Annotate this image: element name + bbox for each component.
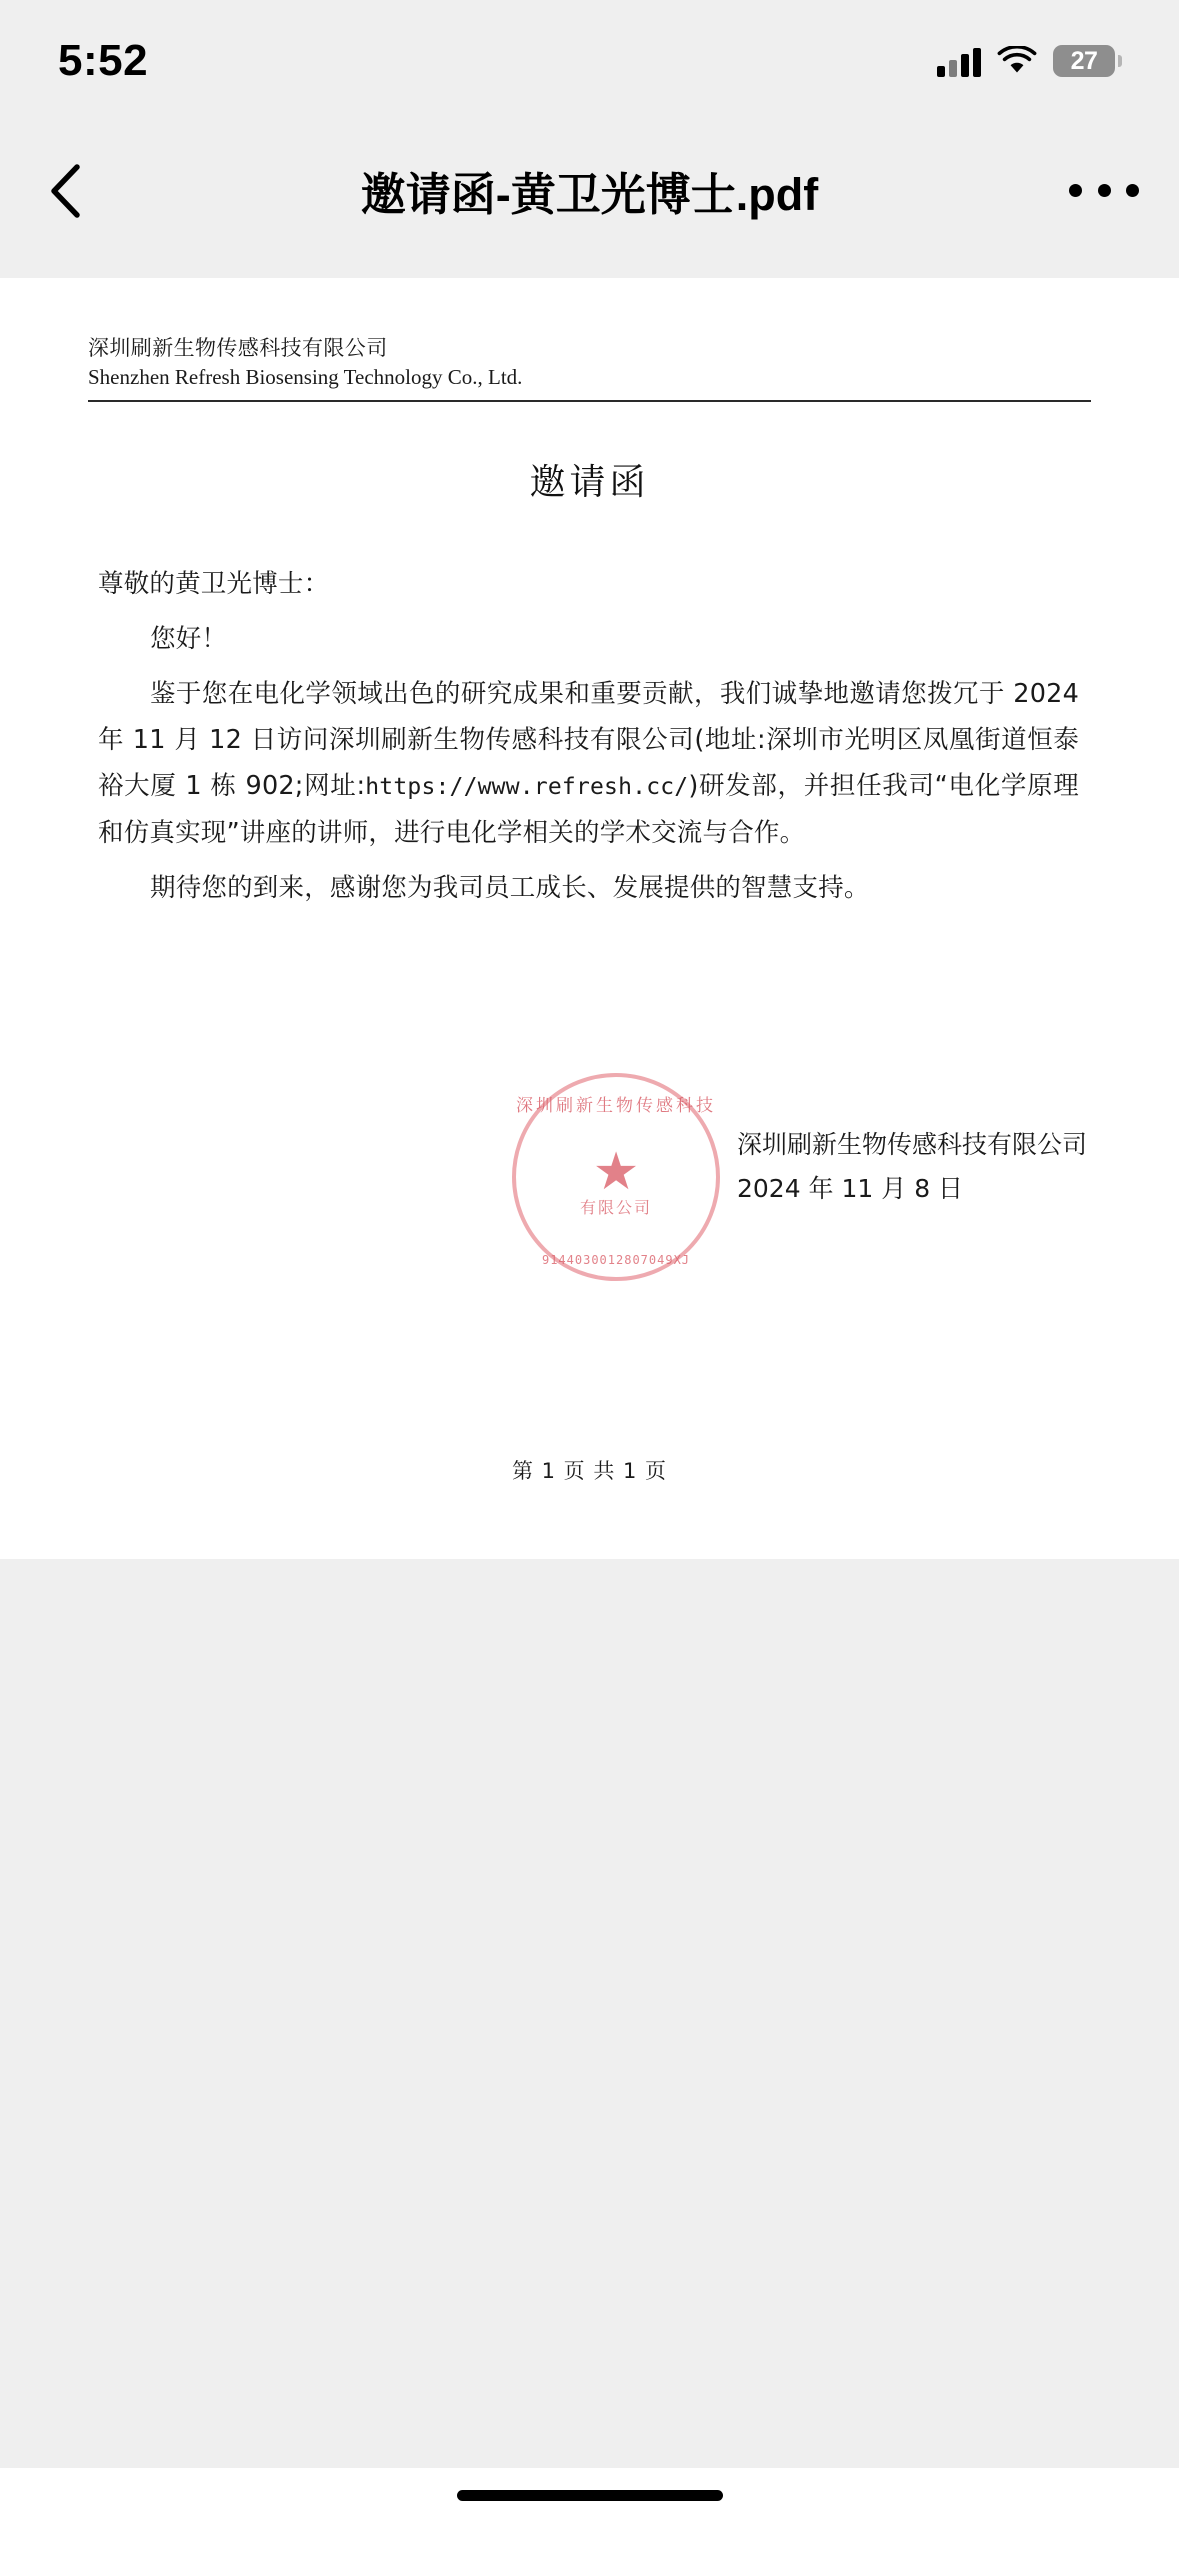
seal-bottom-text: 9144030012807049XJ [541,1253,691,1267]
pdf-page [0,278,1179,1483]
status-bar [0,0,1179,112]
cellular-bars-icon [937,45,981,77]
document-title: 邀请函 [529,462,650,503]
seal-star-icon: ★ [592,1143,640,1201]
company-seal [512,1073,720,1281]
back-button[interactable] [28,154,102,228]
ellipsis-icon [1126,184,1139,197]
salutation: 尊敬的黄卫光博士： [98,569,330,599]
greeting: 您好！ [150,624,228,654]
closing-paragraph: 期待您的到来，感谢您为我司员工成长、发展提供的智慧支持。 [150,873,870,903]
ellipsis-icon [1098,184,1111,197]
home-indicator-area [0,2468,1179,2556]
battery-icon [1053,45,1115,77]
page-title: 邀请函-黄卫光博士.pdf [360,169,819,220]
invitation-text-part1: 鉴于您在电化学领域出色的研究成果和重要贡献，我们诚挚地邀请您拨冗于 2024 年 11 月 12 日访问深圳刷新生物传感科技有限公司(地址:深圳市光明区凤凰街道恒泰裕大厦 1 栋 902;网址: [98,679,1079,801]
signature-block [737,1123,1087,1211]
letterhead-company-cn: 深圳刷新生物传感科技有限公司 [88,336,388,360]
company-website-link[interactable]: https://www.refresh.cc/ [365,774,689,800]
signature-company: 深圳刷新生物传感科技有限公司 [736,1130,1087,1159]
navigation-bar [0,112,1179,269]
seal-inner-text: 有限公司 [579,1198,653,1217]
ellipsis-icon [1069,184,1082,197]
document-body [78,561,1101,911]
battery-level-label: 27 [1070,46,1098,75]
invitation-text-part2: )研发部，并担任我司“电化学原理和仿真实现”讲座的讲师，进行电化学相关的学术交流与合作。 [98,771,1079,848]
pdf-page-blank-area [0,1303,1179,1559]
wifi-icon [997,46,1037,76]
signature-date: 2024 年 11 月 8 日 [736,1174,964,1203]
status-bar-indicators [937,35,1115,77]
seal-top-text: 深圳刷新生物传感科技 [516,1096,716,1116]
letterhead [88,333,1091,402]
pdf-viewer[interactable] [0,269,1179,2468]
chevron-left-icon [48,162,82,220]
status-bar-time: 5:52 [58,36,149,85]
home-indicator[interactable] [457,2490,723,2501]
letterhead-company-en: Shenzhen Refresh Biosensing Technology Co., Ltd. [88,365,523,389]
invitation-paragraph [98,671,1079,856]
more-options-button[interactable] [1069,161,1139,221]
page-footer: 第 1 页 共 1 页 [511,1459,668,1483]
